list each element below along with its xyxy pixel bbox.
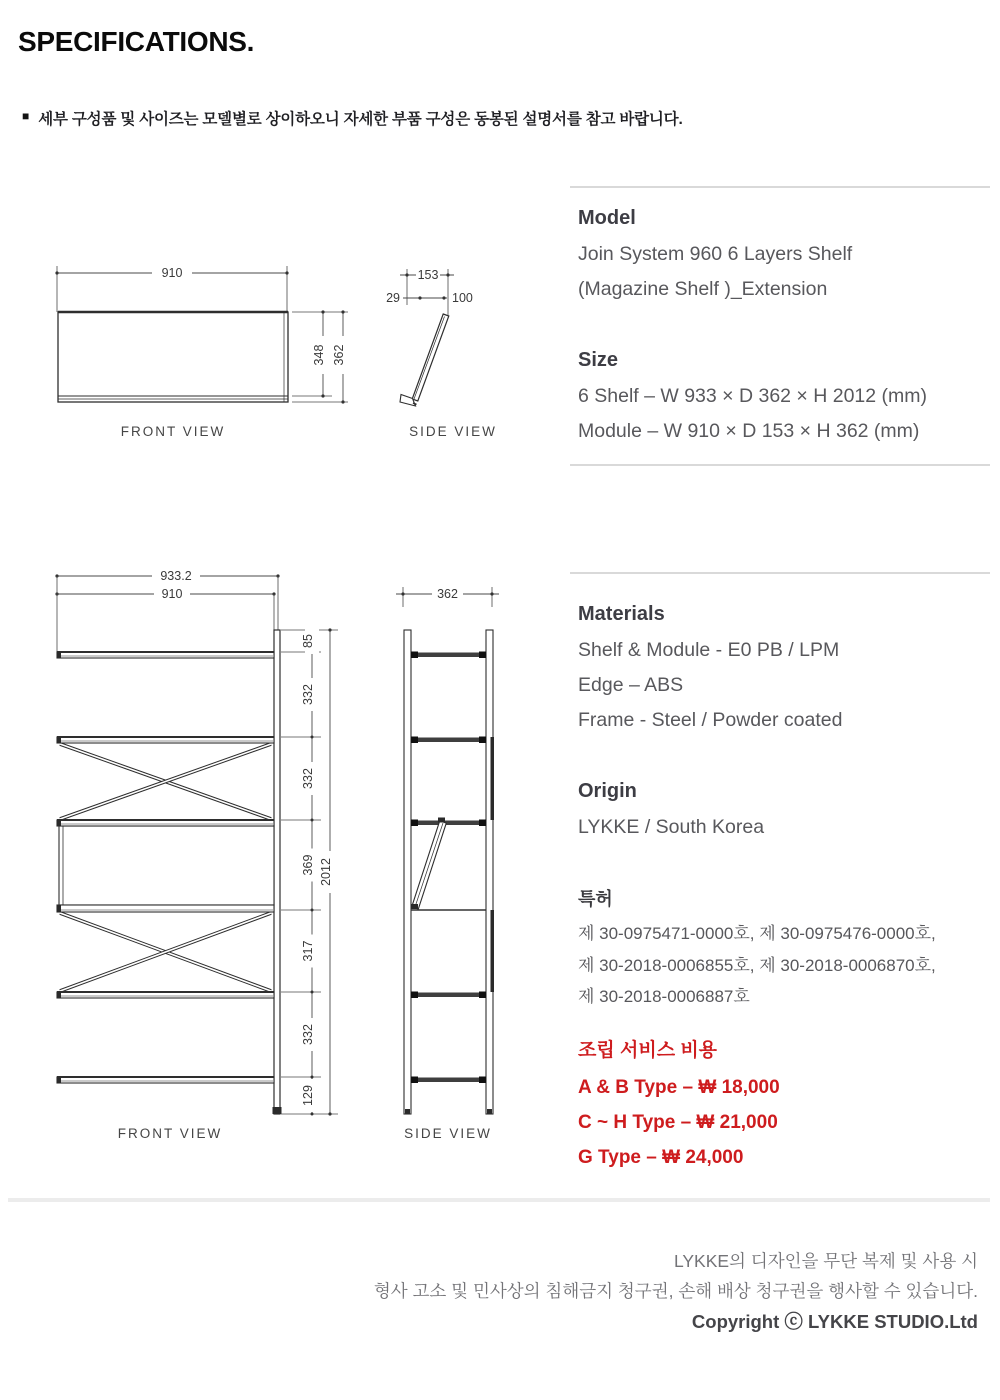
assembly-cost-heading: 조립 서비스 비용: [578, 1040, 718, 1061]
size-line: 6 Shelf – W 933 × D 362 × H 2012 (mm): [578, 385, 928, 407]
unit-front-view-drawing: [40, 565, 350, 1145]
origin-line: LYKKE / South Korea: [578, 816, 765, 838]
svg-text:85: 85: [301, 634, 315, 648]
dim-depth-153: [400, 267, 454, 317]
copyright: Copyright ⓒ LYKKE STUDIO.Ltd: [691, 1311, 978, 1332]
materials-line: Edge – ABS: [578, 674, 684, 696]
side-shelves: [411, 652, 486, 1084]
model-heading: Model: [578, 207, 636, 229]
magazine-slant-panel: [411, 818, 446, 910]
notice: [22, 107, 962, 129]
model-line: Join System 960 6 Layers Shelf: [578, 243, 853, 265]
module-front-view-drawing: [40, 255, 360, 450]
dim-height-348-362: [292, 310, 350, 403]
dim-total-2012: [319, 628, 337, 1115]
unit-side-view-label: SIDE VIEW: [404, 1126, 492, 1141]
materials-line: Frame - Steel / Powder coated: [578, 709, 843, 731]
svg-text:100: 100: [452, 291, 473, 305]
size-line: Module – W 910 × D 153 × H 362 (mm): [578, 420, 920, 442]
svg-text:910: 910: [161, 587, 183, 601]
svg-text:2012: 2012: [319, 858, 333, 886]
svg-text:153: 153: [417, 268, 439, 282]
footer-line: 형사 고소 및 민사상의 침해금지 청구권, 손해 배상 청구권을 행사할 수 있습니다.: [373, 1281, 978, 1301]
svg-text:29: 29: [386, 291, 400, 305]
page-title: SPECIFICATIONS.: [18, 26, 255, 57]
size-heading: Size: [578, 349, 619, 371]
dim-depth-362: [396, 586, 499, 607]
notice-text: 세부 구성품 및 사이즈는 모델별로 상이하오니 자세한 부품 구성은 동봉된 설명서를 참고 바랍니다.: [38, 111, 683, 128]
magazine-module-box: [57, 826, 274, 912]
assembly-cost-line: C ~ H Type – ₩ 21,000: [578, 1112, 778, 1133]
materials-line: Shelf & Module - E0 PB / LPM: [578, 639, 840, 661]
patent-line: 제 30-2018-0006887호: [578, 987, 750, 1006]
model-line: (Magazine Shelf )_Extension: [578, 278, 828, 300]
section-model: [578, 205, 992, 307]
unit-front-view-label: FRONT VIEW: [117, 1126, 223, 1141]
module-panel: [58, 312, 288, 402]
assembly-cost-line: G Type – ₩ 24,000: [578, 1147, 744, 1168]
side-posts: [404, 630, 494, 1114]
assembly-cost-line: A & B Type – ₩ 18,000: [578, 1077, 780, 1098]
svg-text:332: 332: [301, 684, 315, 705]
dim-width-910: [55, 576, 275, 652]
slanted-panel: [400, 314, 449, 406]
materials-heading: Materials: [578, 603, 665, 625]
svg-text:933.2: 933.2: [160, 569, 192, 583]
section-patent: [578, 886, 992, 1013]
svg-text:369: 369: [301, 854, 315, 876]
patent-line: 제 30-0975471-0000호, 제 30-0975476-0000호,: [578, 924, 936, 943]
patent-heading: 특허: [578, 889, 613, 909]
patent-line: 제 30-2018-0006855호, 제 30-2018-0006870호,: [578, 955, 936, 975]
unit-side-view-drawing: [385, 565, 510, 1145]
bullet-square-icon: ■: [22, 109, 30, 123]
module-side-view-label: SIDE VIEW: [409, 424, 497, 439]
dim-width-910: [55, 265, 288, 312]
svg-text:910: 910: [161, 266, 183, 280]
module-side-view-drawing: [370, 255, 500, 450]
section-origin: [578, 778, 992, 845]
svg-text:348: 348: [312, 344, 326, 366]
svg-text:362: 362: [332, 344, 346, 366]
footer: [374, 1246, 978, 1337]
dim-29-100: [386, 291, 473, 305]
section-size: [578, 347, 992, 449]
module-front-view-label: FRONT VIEW: [120, 424, 226, 439]
divider-footer: [8, 1198, 990, 1202]
footer-line: LYKKE의 디자인을 무단 복제 및 사용 시: [673, 1251, 978, 1271]
x-brace-lower: [60, 913, 271, 991]
svg-text:317: 317: [301, 940, 315, 962]
section-materials: [578, 601, 992, 738]
svg-text:332: 332: [301, 1024, 315, 1045]
divider-mid-2: [570, 572, 990, 574]
section-assembly-cost: [578, 1038, 992, 1175]
divider-mid-1: [570, 464, 990, 466]
x-brace-upper: [60, 744, 271, 819]
origin-heading: Origin: [578, 780, 637, 802]
svg-text:129: 129: [301, 1085, 315, 1106]
svg-text:332: 332: [301, 768, 315, 789]
divider-top: [570, 186, 990, 188]
svg-text:362: 362: [437, 587, 458, 601]
